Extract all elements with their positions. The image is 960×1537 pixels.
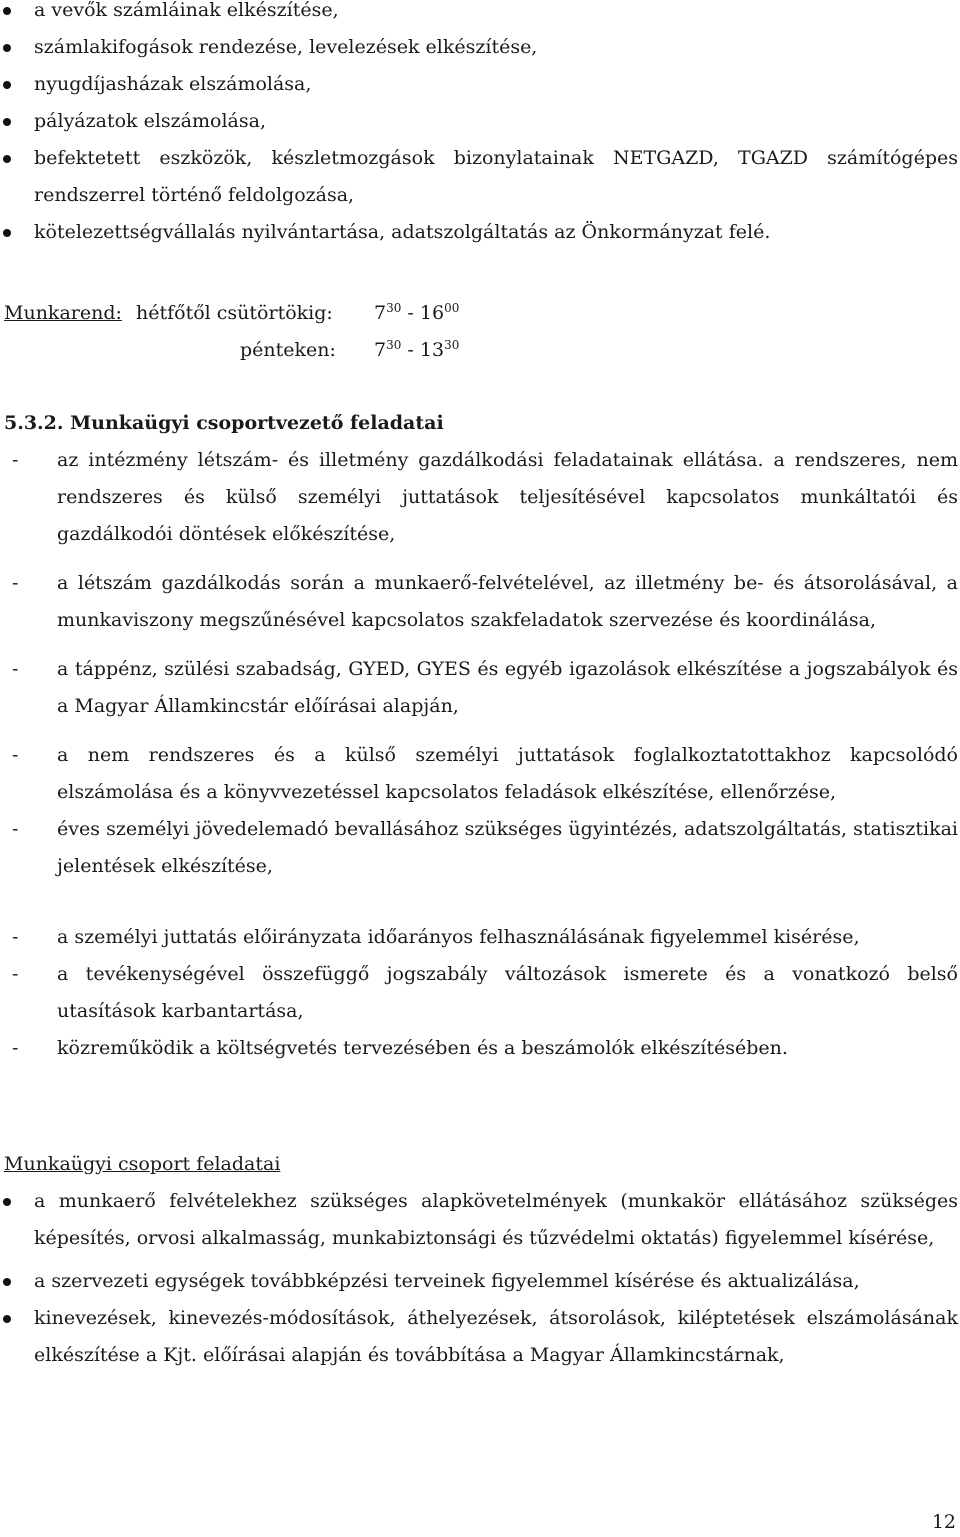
section-dash-list bbox=[0, 442, 958, 1067]
bullet-icon bbox=[3, 1278, 11, 1286]
work-schedule bbox=[0, 295, 958, 369]
list-item: befektetett eszközök, készletmozgások bizonylatainak NETGAZD, TGAZD számítógépes rendszerrel történő feldolgozása, bbox=[0, 140, 958, 214]
schedule-days: pénteken: bbox=[240, 339, 336, 361]
schedule-row bbox=[0, 332, 958, 369]
bullet-icon bbox=[3, 118, 11, 126]
bullet-icon bbox=[3, 229, 11, 237]
bullet-icon bbox=[3, 1315, 11, 1323]
page-number: 12 bbox=[931, 1511, 956, 1533]
dash-marker: - bbox=[12, 1037, 19, 1059]
list-item: - a személyi juttatás előirányzata időarányos felhasználásának figyelemmel kisérése, bbox=[0, 919, 958, 956]
bullet-icon bbox=[3, 7, 11, 15]
dash-marker: - bbox=[12, 744, 19, 766]
list-item: a szervezeti egységek továbbképzési terveinek figyelemmel kísérése és aktualizálása, bbox=[0, 1263, 958, 1300]
list-item: - a tevékenységével összefüggő jogszabály változások ismerete és a vonatkozó belső utasítások karbantartása, bbox=[0, 956, 958, 1030]
list-item: - a létszám gazdálkodás során a munkaerő-felvételével, az illetmény be- és átsorolásával, a munkaviszony megszűnésével kapcsolatos szakfeladatok szervezése és koordinálása, bbox=[0, 565, 958, 639]
dash-marker: - bbox=[12, 572, 19, 594]
group-heading: Munkaügyi csoport feladatai bbox=[4, 1153, 281, 1175]
top-bullet-list bbox=[0, 0, 958, 251]
schedule-time: $7^{30} - 13^{30}$ bbox=[374, 338, 460, 361]
group-tasks bbox=[0, 1146, 958, 1374]
group-bullet-list bbox=[0, 1183, 958, 1374]
list-item: pályázatok elszámolása, bbox=[0, 103, 958, 140]
bullet-icon bbox=[3, 1198, 11, 1206]
list-item: - az intézmény létszám- és illetmény gazdálkodási feladatainak ellátása. a rendszeres, nem rendszeres és külső személyi juttatások teljesítésével kapcsolatos munkáltatói és gazdálkodói döntések előkészítése, bbox=[0, 442, 958, 553]
list-item: kötelezettségvállalás nyilvántartása, adatszolgáltatás az Önkormányzat felé. bbox=[0, 214, 958, 251]
bullet-icon bbox=[3, 81, 11, 89]
schedule-days: hétfőtől csütörtökig: bbox=[136, 302, 333, 324]
bullet-icon bbox=[3, 44, 11, 52]
schedule-label: Munkarend: bbox=[4, 302, 122, 324]
bullet-icon bbox=[3, 155, 11, 163]
list-item: kinevezések, kinevezés-módosítások, áthelyezések, átsorolások, kiléptetések elszámolásának elkészítése a Kjt. előírásai alapján és továbbítása a Magyar Államkincstárnak, bbox=[0, 1300, 958, 1374]
dash-marker: - bbox=[12, 926, 19, 948]
list-item: - éves személyi jövedelemadó bevallásához szükséges ügyintézés, adatszolgáltatás, statisztikai jelentések elkészítése, bbox=[0, 811, 958, 885]
list-item: - közreműködik a költségvetés tervezésében és a beszámolók elkészítésében. bbox=[0, 1030, 958, 1067]
dash-marker: - bbox=[12, 818, 19, 840]
dash-marker: - bbox=[12, 658, 19, 680]
list-item: a munkaerő felvételekhez szükséges alapkövetelmények (munkakör ellátásához szükséges képesítés, orvosi alkalmasság, munkabiztonsági és tűzvédelmi oktatás) figyelemmel kísérése, bbox=[0, 1183, 958, 1257]
list-item: - a táppénz, szülési szabadság, GYED, GYES és egyéb igazolások elkészítése a jogszabályok és a Magyar Államkincstár előírásai alapján, bbox=[0, 651, 958, 725]
section-5-3-2 bbox=[0, 405, 958, 1067]
dash-marker: - bbox=[12, 963, 19, 985]
list-item: nyugdíjasházak elszámolása, bbox=[0, 66, 958, 103]
section-heading: 5.3.2. Munkaügyi csoportvezető feladatai bbox=[4, 412, 444, 434]
dash-marker: - bbox=[12, 449, 19, 471]
list-item: a vevők számláinak elkészítése, bbox=[0, 0, 958, 29]
list-item: számlakifogások rendezése, levelezések elkészítése, bbox=[0, 29, 958, 66]
schedule-row bbox=[0, 295, 958, 332]
schedule-time: $7^{30} - 16^{00}$ bbox=[374, 301, 460, 324]
list-item: - a nem rendszeres és a külső személyi juttatások foglalkoztatottakhoz kapcsolódó elszámolása és a könyvvezetéssel kapcsolatos feladások elkészítése, ellenőrzése, bbox=[0, 737, 958, 811]
